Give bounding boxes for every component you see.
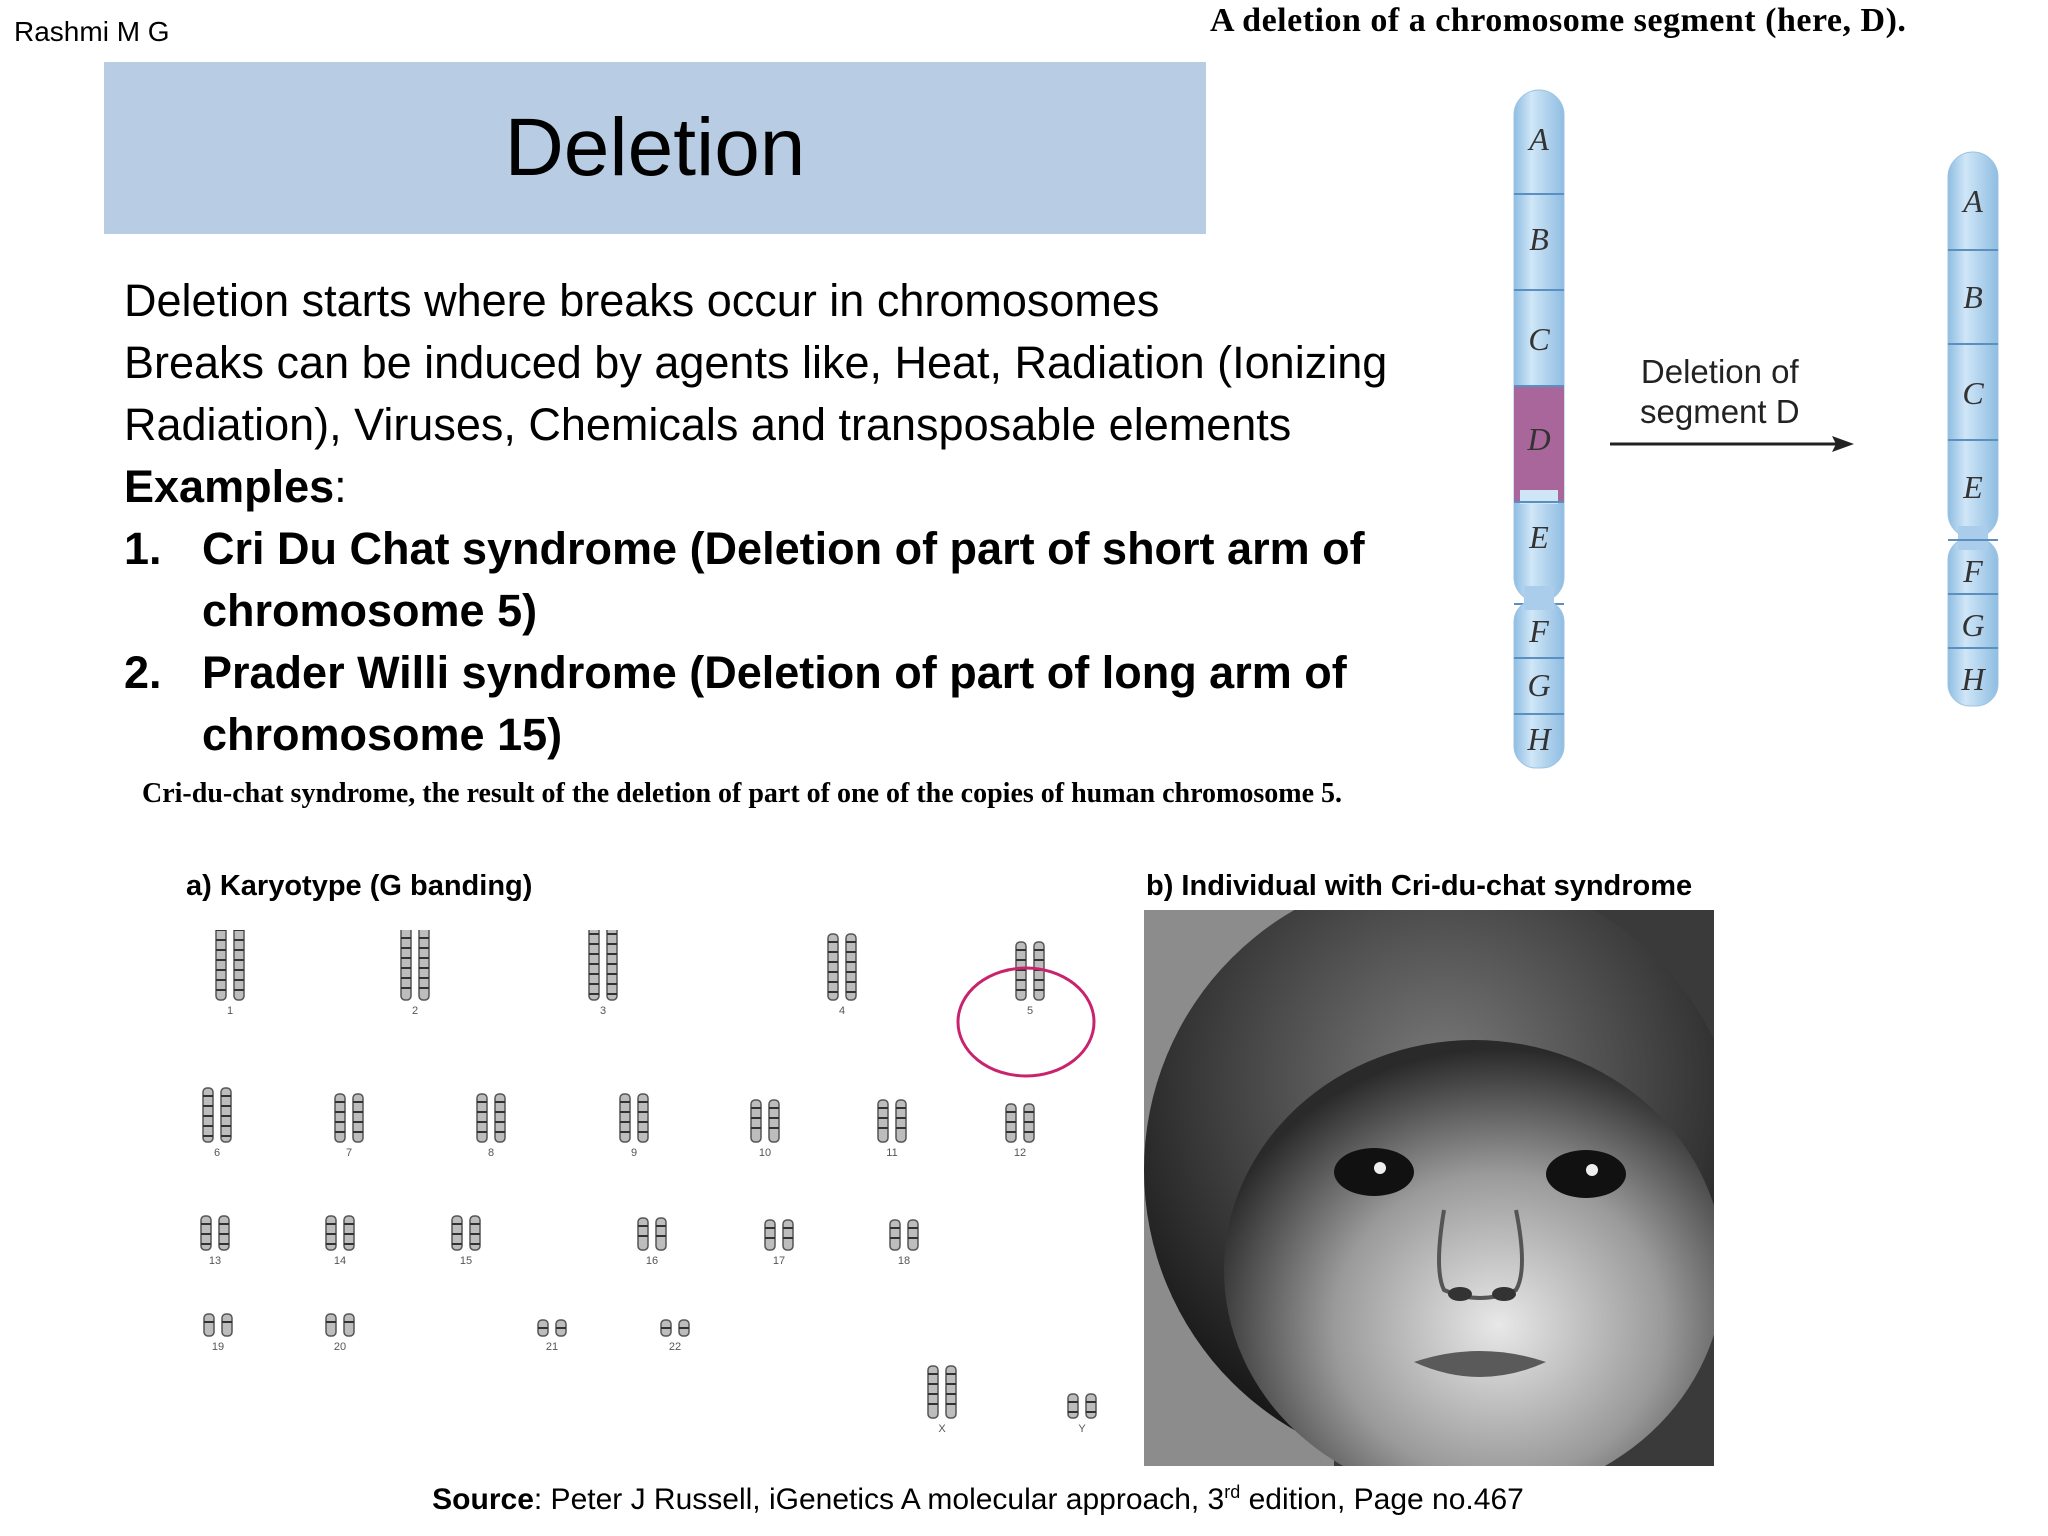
chromosome bbox=[401, 930, 411, 1000]
chromosome-number: 21 bbox=[545, 1341, 559, 1353]
chromosome bbox=[419, 930, 429, 1000]
chromosome-number: 5 bbox=[1026, 1005, 1034, 1017]
chromosome-pair bbox=[401, 930, 429, 1017]
segment-label: H bbox=[1961, 661, 1985, 697]
patient-photo bbox=[1144, 910, 1714, 1466]
chromosome-pair bbox=[452, 1216, 480, 1267]
segment-label: B bbox=[1529, 221, 1549, 257]
source-label: Source bbox=[432, 1483, 534, 1516]
source-text-end: edition, Page no.467 bbox=[1240, 1483, 1524, 1516]
chromosome-pair bbox=[589, 930, 617, 1017]
chromosome-pair bbox=[890, 1220, 918, 1267]
chromosome-number: 16 bbox=[645, 1255, 659, 1267]
chromosome bbox=[783, 1220, 793, 1250]
segment-label: C bbox=[1528, 321, 1550, 357]
examples-heading bbox=[124, 456, 1454, 518]
chromosome-pair bbox=[216, 930, 244, 1017]
chromosome-pair bbox=[326, 1216, 354, 1267]
chromosome bbox=[326, 1314, 336, 1336]
chromosome-pair bbox=[620, 1094, 648, 1159]
original-chromosome bbox=[1514, 90, 1564, 768]
chromosome-number: 15 bbox=[459, 1255, 473, 1267]
chromosome-number: 22 bbox=[668, 1341, 682, 1353]
chromosome-pair bbox=[204, 1314, 232, 1353]
segment-label: F bbox=[1529, 613, 1549, 649]
chromosome bbox=[896, 1100, 906, 1142]
chromosome-number: 9 bbox=[630, 1147, 638, 1159]
segment-label: A bbox=[1963, 183, 1983, 219]
cri-du-chat-caption: Cri-du-chat syndrome, the result of the deletion of part of one of the copies of human chromosome 5. bbox=[142, 778, 1343, 809]
chromosome-pair bbox=[751, 1100, 779, 1159]
chromosome-pair bbox=[1068, 1394, 1096, 1435]
chromosome-number: 7 bbox=[345, 1147, 353, 1159]
segment-label: G bbox=[1527, 667, 1551, 703]
segment-label: E bbox=[1963, 469, 1983, 505]
chromosome-number: 10 bbox=[758, 1147, 772, 1159]
chromosome-pair bbox=[477, 1094, 505, 1159]
title-banner bbox=[104, 62, 1206, 234]
examples-list bbox=[124, 518, 1424, 766]
chromosome-pair bbox=[326, 1314, 354, 1353]
arrow-label-line-1: Deletion of bbox=[1640, 353, 1799, 390]
chromosome bbox=[1068, 1394, 1078, 1418]
segment-label: D bbox=[1527, 421, 1551, 457]
chromosome-number: X bbox=[938, 1423, 946, 1435]
chromosome bbox=[828, 934, 838, 1000]
chromosome-number: 1 bbox=[226, 1005, 234, 1017]
chromosome bbox=[878, 1100, 888, 1142]
chromosome-pair bbox=[878, 1100, 906, 1159]
list-item-number: 1. bbox=[124, 523, 162, 574]
segment-label: F bbox=[1963, 553, 1983, 589]
list-item-number: 2. bbox=[124, 647, 162, 698]
arrow-label-line-2: segment D bbox=[1640, 393, 1800, 430]
arrow-label bbox=[1640, 352, 1800, 432]
segment-label: E bbox=[1529, 519, 1549, 555]
karyotype-label: a) Karyotype (G banding) bbox=[186, 870, 533, 902]
chromosome-number: 14 bbox=[333, 1255, 347, 1267]
deletion-figure-caption: A deletion of a chromosome segment (here, D). bbox=[1210, 2, 1907, 39]
chromosome bbox=[638, 1218, 648, 1250]
chromosome-pair bbox=[765, 1220, 793, 1267]
karyotype-image bbox=[140, 930, 1130, 1450]
chromosome-number: 4 bbox=[838, 1005, 846, 1017]
chromosome-pair bbox=[335, 1094, 363, 1159]
chromosome-number: 20 bbox=[333, 1341, 347, 1353]
source-text: : Peter J Russell, iGenetics A molecular approach, 3 bbox=[533, 1483, 1225, 1516]
chromosome-number: 19 bbox=[211, 1341, 225, 1353]
chromosome-pair bbox=[1016, 942, 1044, 1017]
photo-label: b) Individual with Cri-du-chat syndrome bbox=[1146, 870, 1693, 902]
chromosome bbox=[656, 1218, 666, 1250]
chromosome-number: 18 bbox=[897, 1255, 911, 1267]
chromosome-pair bbox=[1006, 1104, 1034, 1159]
slide-title: Deletion bbox=[504, 102, 806, 193]
chromosome bbox=[846, 934, 856, 1000]
chromosome bbox=[765, 1220, 775, 1250]
body-line-1: Deletion starts where breaks occur in chromosomes bbox=[124, 275, 1160, 326]
chromosome-number: 13 bbox=[208, 1255, 222, 1267]
examples-colon: : bbox=[334, 461, 347, 512]
chromosome-number: 2 bbox=[411, 1005, 419, 1017]
chromosome-number: 12 bbox=[1013, 1147, 1027, 1159]
list-item-text: Prader Willi syndrome (Deletion of part of long arm of chromosome 15) bbox=[202, 647, 1347, 760]
segment-label: G bbox=[1961, 607, 1985, 643]
chromosome bbox=[908, 1220, 918, 1250]
segment-label: C bbox=[1962, 375, 1984, 411]
list-item-text: Cri Du Chat syndrome (Deletion of part of short arm of chromosome 5) bbox=[202, 523, 1365, 636]
chromosome bbox=[751, 1100, 761, 1142]
source-citation bbox=[0, 1482, 1956, 1517]
list-item bbox=[124, 518, 1424, 642]
chromosome-pair bbox=[203, 1088, 231, 1159]
body-text bbox=[124, 270, 1454, 766]
source-superscript: rd bbox=[1224, 1482, 1241, 1502]
deletion-arrow bbox=[1610, 436, 1854, 452]
segment-label: H bbox=[1527, 721, 1551, 757]
segment-label: A bbox=[1529, 121, 1549, 157]
chromosome-pair bbox=[661, 1320, 689, 1353]
list-item bbox=[124, 642, 1424, 766]
chromosome bbox=[1086, 1394, 1096, 1418]
chromosome-pair bbox=[201, 1216, 229, 1267]
chromosome-pair bbox=[538, 1320, 566, 1353]
examples-label: Examples bbox=[124, 461, 335, 512]
segment-label: B bbox=[1963, 279, 1983, 315]
chromosome-pair bbox=[638, 1218, 666, 1267]
chromosome-number: 11 bbox=[886, 1147, 898, 1159]
chromosome bbox=[769, 1100, 779, 1142]
deleted-chromosome bbox=[1948, 152, 1998, 706]
chromosome-pair bbox=[928, 1366, 956, 1435]
chromosome-number: 3 bbox=[599, 1005, 607, 1017]
chromosome bbox=[890, 1220, 900, 1250]
author-name: Rashmi M G bbox=[14, 16, 170, 47]
chromosome bbox=[344, 1314, 354, 1336]
chromosome-number: 6 bbox=[213, 1147, 221, 1159]
chromosome-number: 8 bbox=[487, 1147, 495, 1159]
chromosome bbox=[222, 1314, 232, 1336]
chromosome-pair bbox=[828, 934, 856, 1017]
chromosome-number: 17 bbox=[772, 1255, 786, 1267]
chromosome-number: Y bbox=[1078, 1423, 1086, 1435]
body-line-2: Breaks can be induced by agents like, Heat, Radiation (Ionizing Radiation), Viruses, Chemicals and transposable elements bbox=[124, 337, 1388, 450]
chromosome bbox=[204, 1314, 214, 1336]
